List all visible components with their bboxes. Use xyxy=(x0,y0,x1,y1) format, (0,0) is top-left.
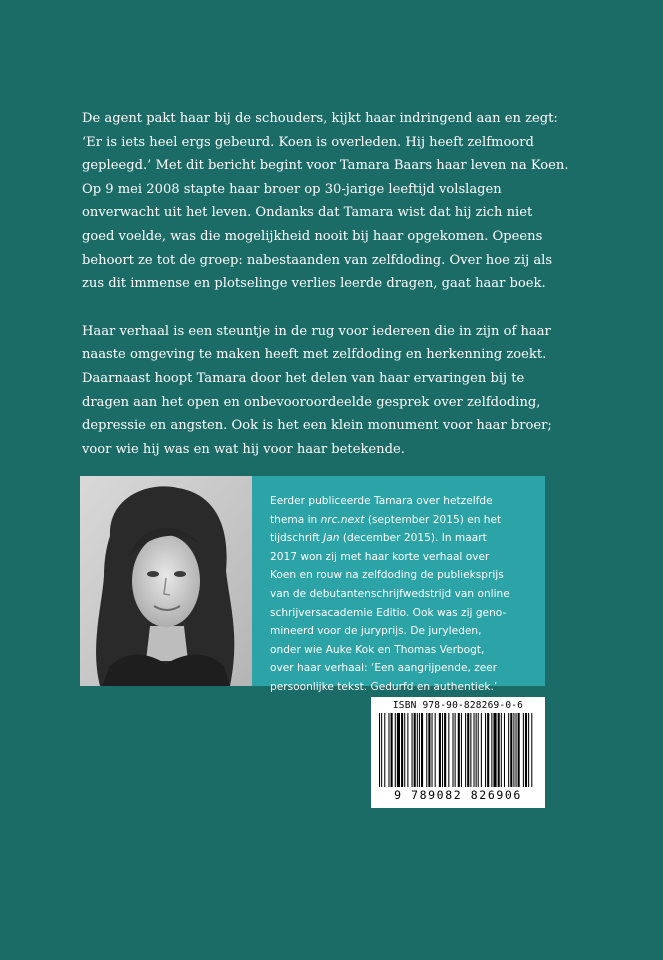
barcode-bar xyxy=(474,713,475,787)
isbn-label: ISBN 978-90-828269-0-6 xyxy=(392,700,524,711)
barcode-bar xyxy=(508,713,509,787)
barcode-bar xyxy=(467,713,469,787)
bio-text: tijdschrift xyxy=(270,532,324,545)
author-photo xyxy=(80,476,252,686)
barcode-bar xyxy=(461,713,462,787)
barcode-bar xyxy=(428,713,430,787)
barcode-bar xyxy=(379,713,380,787)
barcode-bar xyxy=(439,713,441,787)
blurb-paragraph-2 xyxy=(82,320,592,462)
bio-line: onder wie Auke Kok en Thomas Verbogt, xyxy=(270,643,485,656)
barcode-bar xyxy=(401,713,403,787)
bio-text: (december 2015). In maart xyxy=(339,532,487,545)
bio-line: over haar verhaal: ‘Een aangrijpende, zeer xyxy=(270,662,498,675)
author-portrait-illustration xyxy=(80,476,252,686)
barcode-bar xyxy=(513,713,514,787)
barcode-bar xyxy=(414,713,416,787)
blurb-line: Daarnaast hoopt Tamara door het delen van haar ervaringen bij te xyxy=(82,370,525,386)
barcode-bar xyxy=(453,713,454,787)
barcode-bar xyxy=(404,713,405,787)
barcode-bar xyxy=(465,713,466,787)
blurb-line: onverwacht uit het leven. Ondanks dat Tamara wist dat hij zich niet xyxy=(82,205,533,221)
author-bio-box xyxy=(252,476,545,693)
barcode-bar xyxy=(417,713,418,787)
bio-text: thema in xyxy=(270,513,321,526)
barcode-bar xyxy=(388,713,389,787)
barcode-bar xyxy=(395,713,396,787)
barcode-digits: 9 789082 826906 xyxy=(394,788,522,802)
barcode-bar xyxy=(470,713,471,787)
blurb-line: Op 9 mei 2008 stapte haar broer op 30-jarige leeftijd volslagen xyxy=(82,181,502,197)
barcode-bar xyxy=(491,713,492,787)
blurb-line: depressie en angsten. Ook is het een klein monument voor haar broer; xyxy=(82,418,552,434)
barcode-bar xyxy=(485,713,486,787)
bio-publication-title: Jan xyxy=(323,532,340,545)
blurb-line: naaste omgeving te maken heeft met zelfdoding en herkenning zoekt. xyxy=(82,347,547,363)
barcode-bar xyxy=(455,713,456,787)
barcode-bar xyxy=(444,713,446,787)
bio-line: Eerder publiceerde Tamara over hetzelfde xyxy=(270,495,493,507)
barcode-bar xyxy=(531,713,532,787)
barcode-bar xyxy=(435,713,436,787)
bio-publication-title: nrc.next xyxy=(320,513,365,526)
barcode-bar xyxy=(432,713,433,787)
barcode-bar xyxy=(501,713,502,787)
barcode-bar xyxy=(493,713,496,787)
bio-line: persoonlijke tekst. Gedurfd en authentiek.’ xyxy=(270,680,498,693)
barcode-bar xyxy=(516,713,517,787)
barcode-bar xyxy=(523,713,524,787)
blurb-line: gepleegd.’ Met dit bericht begint voor Tamara Baars haar leven na Koen. xyxy=(82,158,569,174)
blurb-line: ‘Er is iets heel ergs gebeurd. Koen is overleden. Hij heeft zelfmoord xyxy=(82,134,534,150)
barcode-bar xyxy=(391,713,393,787)
barcode-bar xyxy=(498,713,500,787)
barcode-bar xyxy=(481,713,482,787)
back-cover-blurb xyxy=(82,107,592,461)
barcode-bar xyxy=(412,713,413,787)
barcode-bars xyxy=(379,713,537,787)
barcode-bar xyxy=(487,713,489,787)
bio-line: mineerd voor de juryprijs. De juryleden, xyxy=(270,625,482,638)
paragraph-gap xyxy=(82,296,592,320)
bio-text: (september 2015) en het xyxy=(364,513,502,526)
barcode-bar xyxy=(510,713,512,787)
isbn-barcode xyxy=(371,697,545,808)
barcode-bar xyxy=(442,713,443,787)
barcode-bar xyxy=(448,713,449,787)
blurb-line: behoort ze tot de groep: nabestaanden van zelfdoding. Over hoe zij als xyxy=(82,252,553,268)
barcode-bar xyxy=(407,713,408,787)
barcode-bar xyxy=(419,713,420,787)
barcode-bar xyxy=(426,713,427,787)
blurb-paragraph-1 xyxy=(82,107,592,296)
bio-line: 2017 won zij met haar korte verhaal over xyxy=(270,550,490,563)
blurb-line: voor wie hij was en wat hij voor haar betekende. xyxy=(82,441,405,457)
barcode-bar xyxy=(381,713,382,787)
blurb-line: goed voelde, was die mogelijkheid nooit bij haar opgekomen. Opeens xyxy=(82,228,543,244)
barcode-bar xyxy=(421,713,423,787)
barcode-bar xyxy=(525,713,527,787)
bio-line: schrijversacademie Editio. Ook was zij geno- xyxy=(270,606,507,619)
blurb-line: Haar verhaal is een steuntje in de rug voor iedereen die in zijn of haar xyxy=(82,323,551,339)
blurb-line: De agent pakt haar bij de schouders, kijkt haar indringend aan en zegt: xyxy=(82,111,558,126)
bio-line: Koen en rouw na zelfdoding de publieksprijs xyxy=(270,569,504,582)
barcode-bar xyxy=(397,713,400,787)
barcode-bar xyxy=(458,713,460,787)
barcode-bar xyxy=(384,713,385,787)
bio-line: van de debutantenschrijfwedstrijd van online xyxy=(270,587,510,600)
barcode-bar xyxy=(478,713,479,787)
barcode-bar xyxy=(504,713,505,787)
barcode-bar xyxy=(518,713,520,787)
blurb-line: dragen aan het open en onbevooroordeelde gesprek over zelfdoding, xyxy=(82,394,541,410)
bio-line xyxy=(270,511,535,530)
bio-line xyxy=(270,529,535,548)
blurb-line: zus dit immense en plotselinge verlies leerde dragen, gaat haar boek. xyxy=(82,276,546,292)
barcode-bar xyxy=(528,713,529,787)
barcode-bar xyxy=(476,713,477,787)
